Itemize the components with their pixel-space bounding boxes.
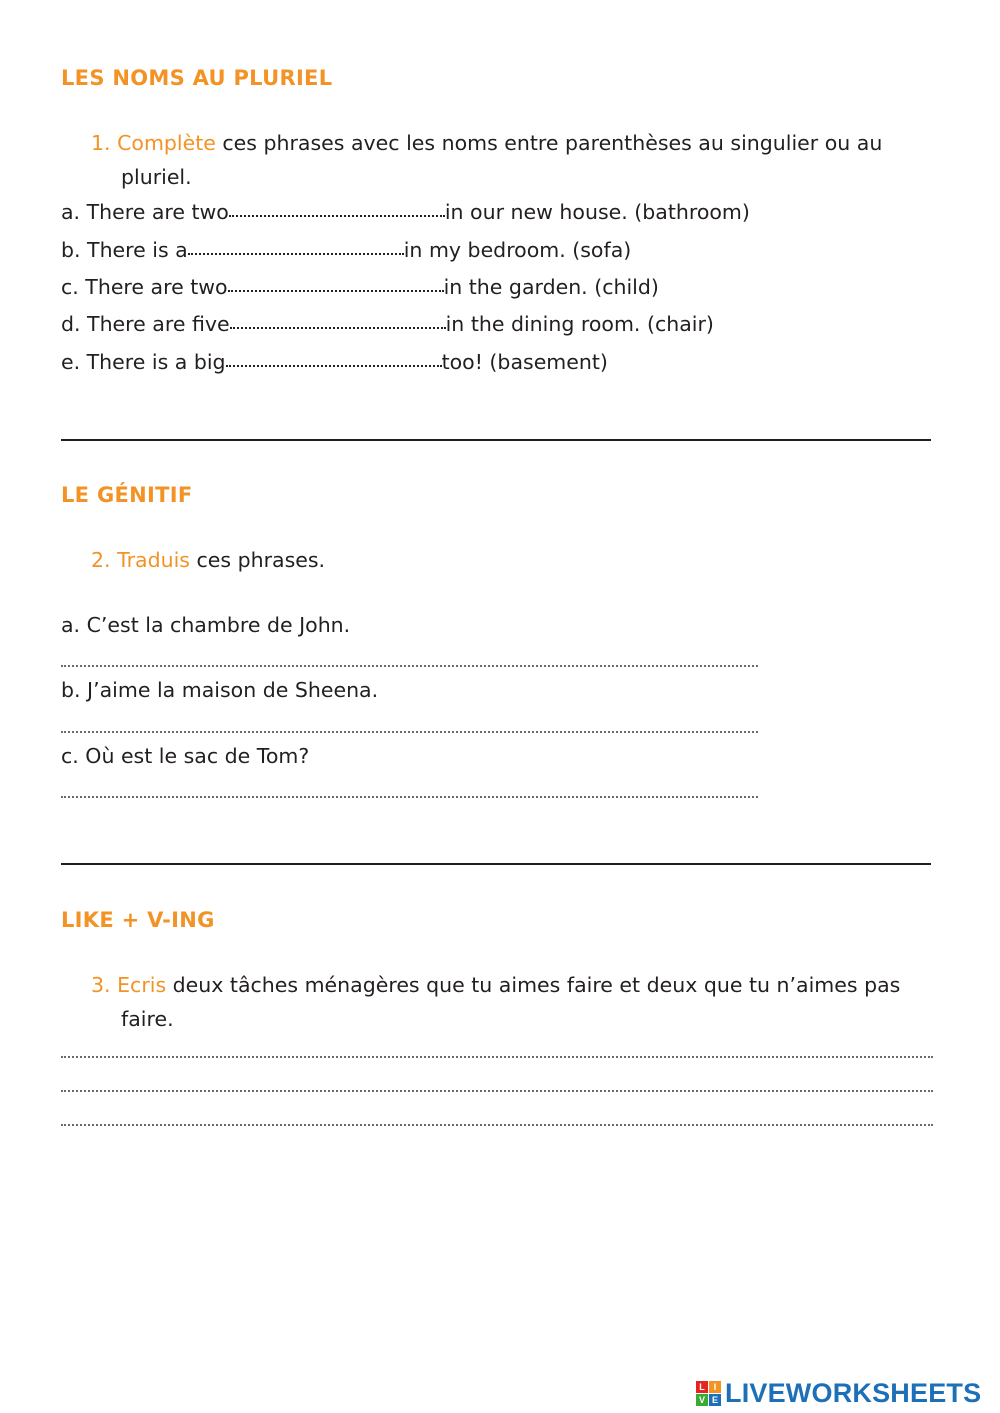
exercise-item-e: e. There is a big too! (basement) — [61, 350, 608, 374]
answer-line[interactable] — [61, 796, 758, 798]
logo-text: LIVEWORKSHEETS — [725, 1378, 982, 1408]
logo-tile: V — [696, 1394, 708, 1406]
answer-blank[interactable] — [228, 290, 444, 292]
logo-tile: I — [709, 1381, 721, 1393]
translation-item-b: b. J’aime la maison de Sheena. — [61, 678, 379, 702]
instruction-1 — [91, 131, 882, 155]
logo-tile: L — [696, 1381, 708, 1393]
section-heading-genitive: LE GÉNITIF — [61, 483, 193, 507]
instruction-number: 1. — [91, 131, 111, 155]
answer-line[interactable] — [61, 731, 758, 733]
liveworksheets-logo — [696, 1378, 981, 1409]
section-divider — [61, 439, 931, 441]
instruction-text: ces phrases. — [189, 548, 326, 572]
instruction-number: 2. — [91, 548, 111, 572]
answer-line[interactable] — [61, 1056, 933, 1058]
answer-blank[interactable] — [230, 327, 446, 329]
instruction-verb: Complète — [117, 131, 216, 155]
exercise-item-b: b. There is a in my bedroom. (sofa) — [61, 238, 632, 262]
instruction-2 — [91, 548, 325, 572]
exercise-item-d: d. There are five in the dining room. (chair) — [61, 312, 714, 336]
answer-blank[interactable] — [226, 365, 442, 367]
exercise-item-c: c. There are two in the garden. (child) — [61, 275, 659, 299]
instruction-3-continued: faire. — [121, 1007, 174, 1031]
logo-tiles-icon — [696, 1381, 721, 1406]
answer-line[interactable] — [61, 1090, 933, 1092]
answer-line[interactable] — [61, 1124, 933, 1126]
answer-blank[interactable] — [229, 215, 445, 217]
section-heading-plural-nouns: LES NOMS AU PLURIEL — [61, 66, 333, 90]
translation-item-a: a. C’est la chambre de John. — [61, 613, 351, 637]
instruction-verb: Ecris — [117, 973, 167, 997]
section-divider — [61, 863, 931, 865]
instruction-text: ces phrases avec les noms entre parenthèses au singulier ou au — [215, 131, 883, 155]
exercise-item-a: a. There are two in our new house. (bathroom) — [61, 200, 750, 224]
instruction-3 — [91, 973, 900, 997]
instruction-text: deux tâches ménagères que tu aimes faire et deux que tu n’aimes pas — [166, 973, 901, 997]
section-heading-like-ving: LIKE + V-ING — [61, 908, 215, 932]
translation-item-c: c. Où est le sac de Tom? — [61, 744, 310, 768]
instruction-number: 3. — [91, 973, 111, 997]
instruction-1-continued: pluriel. — [121, 165, 192, 189]
answer-line[interactable] — [61, 665, 758, 667]
instruction-verb: Traduis — [117, 548, 190, 572]
answer-blank[interactable] — [188, 253, 404, 255]
logo-tile: E — [709, 1394, 721, 1406]
